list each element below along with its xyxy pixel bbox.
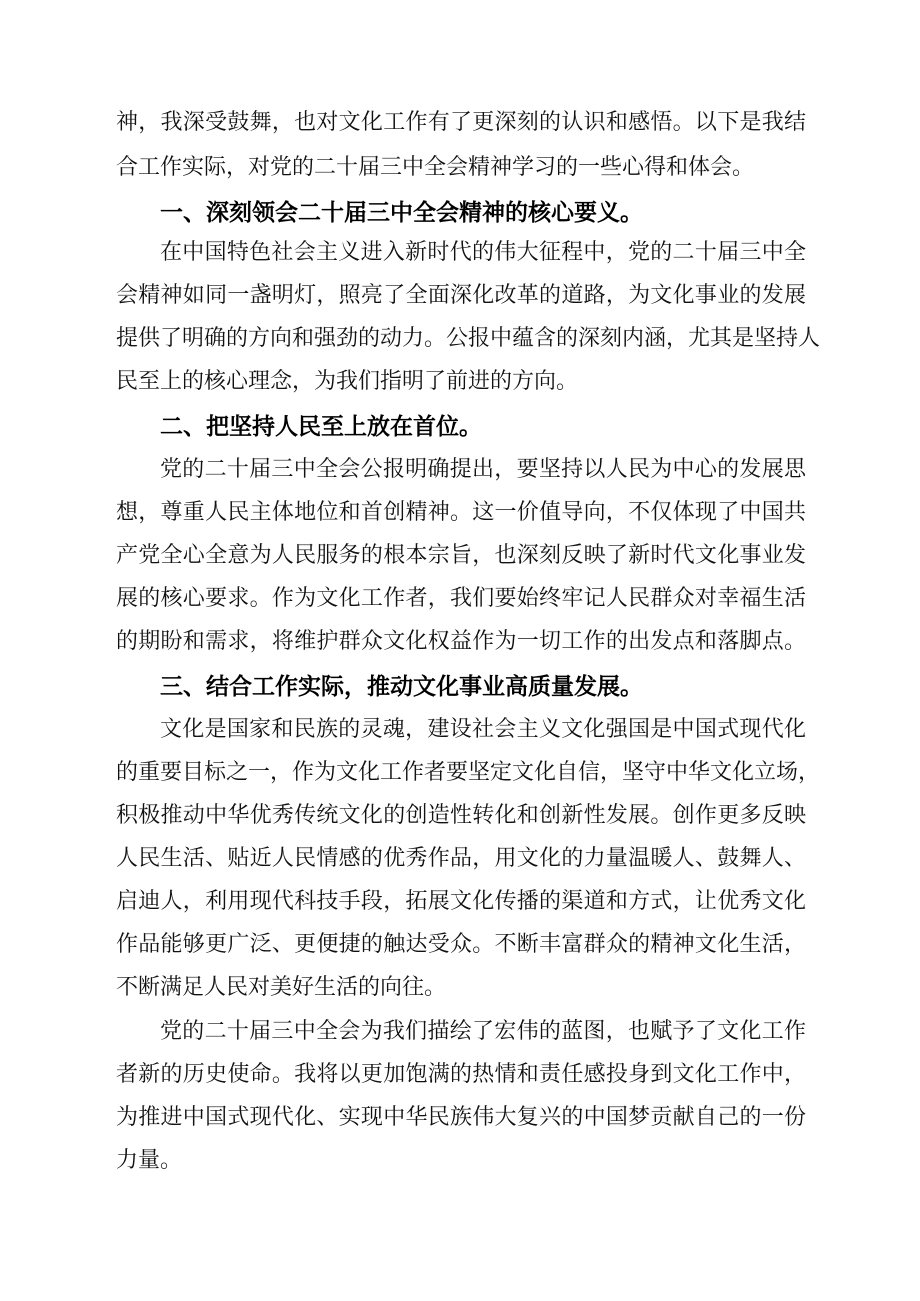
section-1-line: 会精神如同一盏明灯，照亮了全面深化改革的道路，为文化事业的发展	[116, 283, 806, 308]
intro-line: 神，我深受鼓舞，也对文化工作有了更深刻的认识和感悟。以下是我结	[116, 110, 806, 135]
section-3-line: 积极推动中华优秀传统文化的创造性转化和创新性发展。创作更多反映	[116, 803, 806, 828]
closing-line: 为推进中国式现代化、实现中华民族伟大复兴的中国梦贡献自己的一份	[116, 1105, 806, 1130]
section-1-line: 民至上的核心理念，为我们指明了前进的方向。	[116, 369, 579, 394]
section-3-line: 文化是国家和民族的灵魂，建设社会主义文化强国是中国式现代化	[160, 717, 806, 742]
section-2-heading: 二、把坚持人民至上放在首位。	[160, 414, 482, 440]
section-3-line: 作品能够更广泛、更便捷的触达受众。不断丰富群众的精神文化生活，	[116, 932, 806, 957]
intro-line: 合工作实际，对党的二十届三中全会精神学习的一些心得和体会。	[116, 155, 755, 180]
section-2-line: 的期盼和需求，将维护群众文化权益作为一切工作的出发点和落脚点。	[116, 629, 806, 654]
closing-line: 者新的历史使命。我将以更加饱满的热情和责任感投身到文化工作中，	[116, 1062, 806, 1087]
closing-line: 力量。	[116, 1148, 183, 1173]
section-3-heading: 三、结合工作实际，推动文化事业高质量发展。	[160, 674, 643, 700]
section-3-line: 不断满足人民对美好生活的向往。	[116, 975, 447, 1000]
section-2-line: 展的核心要求。作为文化工作者，我们要始终牢记人民群众对幸福生活	[116, 586, 806, 611]
section-1-heading: 一、深刻领会二十届三中全会精神的核心要义。	[160, 200, 643, 226]
section-3-line: 启迪人，利用现代科技手段，拓展文化传播的渠道和方式，让优秀文化	[116, 889, 806, 914]
section-1-line: 在中国特色社会主义进入新时代的伟大征程中，党的二十届三中全	[160, 240, 806, 265]
section-1-line: 提供了明确的方向和强劲的动力。公报中蕴含的深刻内涵，尤其是坚持人	[116, 326, 821, 351]
closing-line: 党的二十届三中全会为我们描绘了宏伟的蓝图，也赋予了文化工作	[160, 1019, 806, 1044]
section-2-line: 产党全心全意为人民服务的根本宗旨，也深刻反映了新时代文化事业发	[116, 543, 806, 568]
section-3-line: 人民生活、贴近人民情感的优秀作品，用文化的力量温暖人、鼓舞人、	[116, 846, 806, 871]
section-3-line: 的重要目标之一，作为文化工作者要坚定文化自信，坚守中华文化立场，	[116, 760, 821, 785]
section-2-line: 想，尊重人民主体地位和首创精神。这一价值导向，不仅体现了中国共	[116, 500, 806, 525]
section-2-line: 党的二十届三中全会公报明确提出，要坚持以人民为中心的发展思	[160, 457, 806, 482]
